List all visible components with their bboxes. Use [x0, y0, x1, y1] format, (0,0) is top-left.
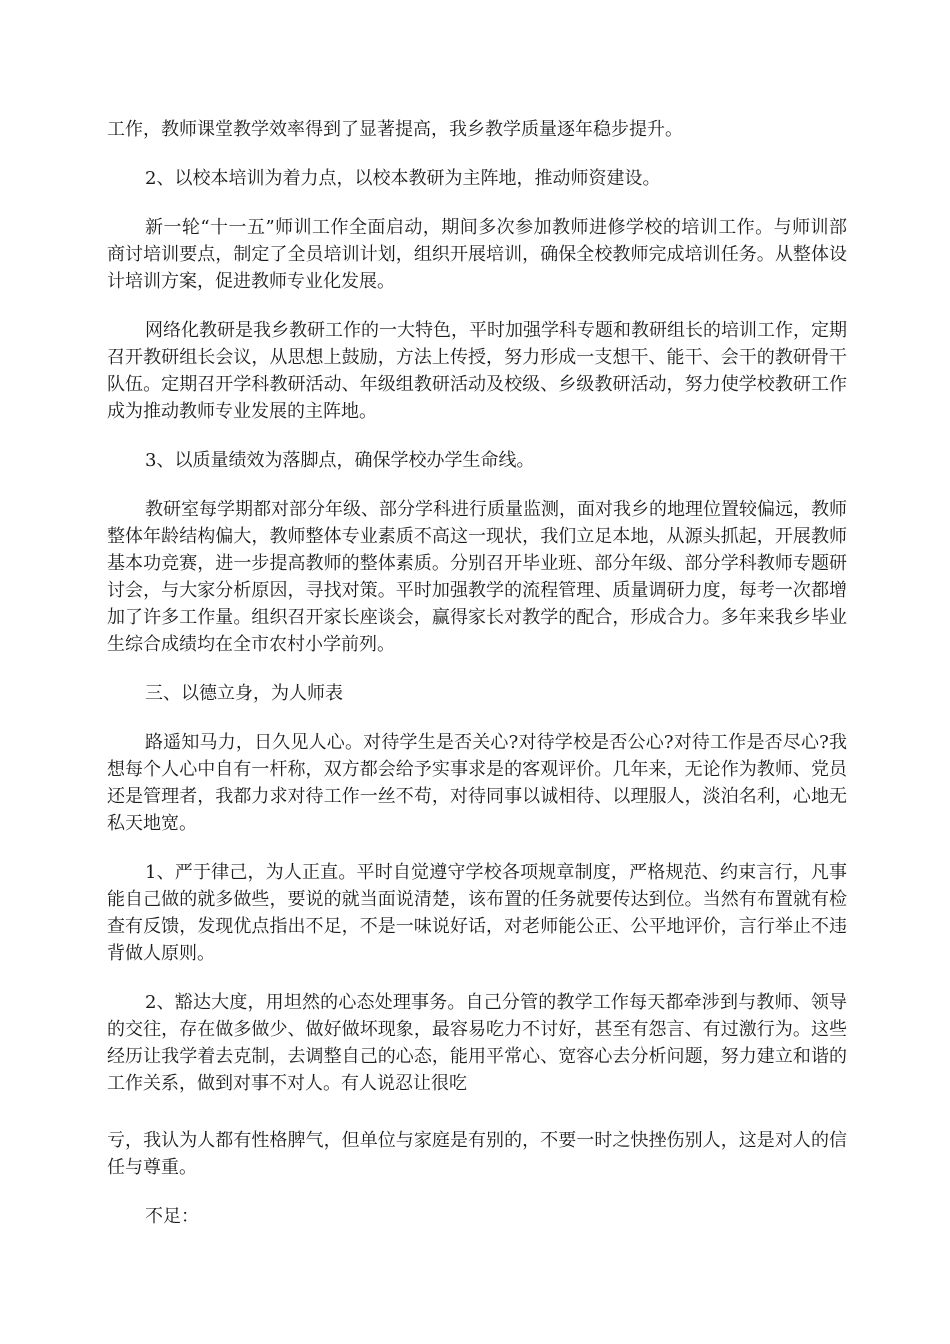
paragraph: 网络化教研是我乡教研工作的一大特色，平时加强学科专题和教研组长的培训工作，定期召开教研组长会议，从思想上鼓励，方法上传授，努力形成一支想干、能干、会干的教研骨干队伍。定期召开学科教研活动、年级组教研活动及校级、乡级教研活动，努力使学校教研工作成为推动教师专业发展的主阵地。 [107, 320, 847, 422]
section-heading: 2、以校本培训为着力点，以校本教研为主阵地，推动师资建设。 [145, 168, 661, 189]
section-heading: 不足： [145, 1206, 199, 1227]
paragraph: 教研室每学期都对部分年级、部分学科进行质量监测，面对我乡的地理位置较偏远，教师整体年龄结构偏大，教师整体专业素质不高这一现状，我们立足本地，从源头抓起，开展教师基本功竞赛，进一步提高教师的整体素质。分别召开毕业班、部分年级、部分学科教师专题研讨会，与大家分析原因，寻找对策。平时加强教学的流程管理、质量调研力度，每考一次都增加了许多工作量。组织召开家长座谈会，赢得家长对教学的配合，形成合力。多年来我乡毕业生综合成绩均在全市农村小学前列。 [107, 499, 847, 655]
section-heading: 3、以质量绩效为落脚点，确保学校办学生命线。 [145, 450, 535, 471]
paragraph: 工作，教师课堂教学效率得到了显著提高，我乡教学质量逐年稳步提升。 [107, 119, 683, 140]
paragraph: 1、严于律己，为人正直。平时自觉遵守学校各项规章制度，严格规范、约束言行，凡事能自己做的就多做些，要说的就当面说清楚，该布置的任务就要传达到位。当然有布置就有检查有反馈，发现优点指出不足，不是一味说好话，对老师能公正、公平地评价，言行举止不违背做人原则。 [107, 862, 847, 964]
paragraph: 2、豁达大度，用坦然的心态处理事务。自己分管的教学工作每天都牵涉到与教师、领导的交往，存在做多做少、做好做坏现象，最容易吃力不讨好，甚至有怨言、有过激行为。这些经历让我学着去克制，去调整自己的心态，能用平常心、宽容心去分析问题，努力建立和谐的工作关系，做到对事不对人。有人说忍让很吃 [107, 992, 847, 1094]
paragraph: 亏，我认为人都有性格脾气，但单位与家庭是有别的，不要一时之快挫伤别人，这是对人的信任与尊重。 [107, 1130, 847, 1178]
paragraph: 路遥知马力，日久见人心。对待学生是否关心?对待学校是否公心?对待工作是否尽心?我想每个人心中自有一杆称，双方都会给予实事求是的客观评价。几年来，无论作为教师、党员还是管理者，我都力求对待工作一丝不苟，对待同事以诚相待、以理服人，淡泊名利，心地无私天地宽。 [107, 732, 847, 834]
paragraph: 新一轮“十一五”师训工作全面启动，期间多次参加教师进修学校的培训工作。与师训部商讨培训要点，制定了全员培训计划，组织开展培训，确保全校教师完成培训任务。从整体设计培训方案，促进教师专业化发展。 [107, 217, 847, 292]
document-body [107, 116, 847, 1252]
section-heading: 三、以德立身，为人师表 [145, 683, 343, 704]
